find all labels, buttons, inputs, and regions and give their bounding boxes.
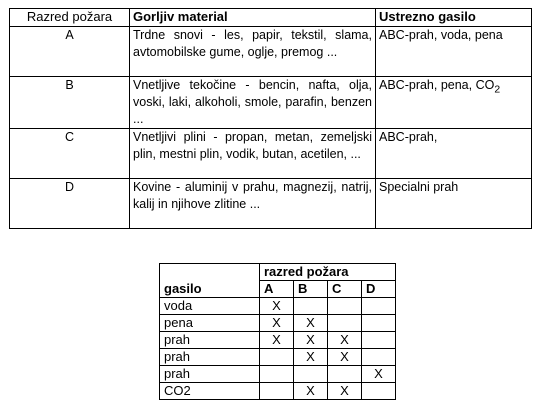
fire-class-table <box>9 8 532 229</box>
mark-cell: X <box>328 332 362 349</box>
mark-cell <box>362 383 396 400</box>
agent-text: ABC-prah, pena, CO <box>379 78 495 92</box>
agent-name-cell: prah <box>160 366 260 383</box>
mark-cell: X <box>260 315 294 332</box>
header-fire-class: Razred požara <box>10 9 130 27</box>
material-cell: Kovine - aluminij v prahu, magnezij, natrij, kalij in njihove zlitine ... <box>130 179 376 229</box>
extinguisher-matrix-table <box>159 263 396 400</box>
mark-cell <box>294 298 328 315</box>
agent-cell <box>376 129 532 179</box>
class-header-B: B <box>294 281 328 298</box>
fire-class-group-header: razred požara <box>260 264 396 281</box>
table-row <box>160 366 396 383</box>
agent-name-cell: prah <box>160 332 260 349</box>
agent-column-header: gasilo <box>160 281 260 298</box>
mark-cell <box>260 349 294 366</box>
agent-name-cell: CO2 <box>160 383 260 400</box>
agent-text: ABC-prah, <box>379 130 438 144</box>
header-agent: Ustrezno gasilo <box>376 9 532 27</box>
mark-cell <box>362 332 396 349</box>
agent-name-cell: prah <box>160 349 260 366</box>
mark-cell: X <box>294 349 328 366</box>
fire-class-cell: C <box>10 129 130 179</box>
mark-cell: X <box>328 383 362 400</box>
mark-cell: X <box>328 349 362 366</box>
agent-cell <box>376 179 532 229</box>
mark-cell <box>328 315 362 332</box>
agent-name-cell: pena <box>160 315 260 332</box>
mark-cell <box>362 349 396 366</box>
mark-cell: X <box>294 332 328 349</box>
agent-cell <box>376 77 532 129</box>
header-material: Gorljiv material <box>130 9 376 27</box>
fire-class-cell: D <box>10 179 130 229</box>
fire-class-cell: A <box>10 27 130 77</box>
fire-table-header-row <box>10 9 532 27</box>
mark-cell: X <box>362 366 396 383</box>
ext-header-row-2 <box>160 281 396 298</box>
mark-cell: X <box>260 298 294 315</box>
ext-header-row-1 <box>160 264 396 281</box>
fire-class-cell: B <box>10 77 130 129</box>
table-row <box>160 332 396 349</box>
table-row <box>160 349 396 366</box>
corner-cell <box>160 264 260 281</box>
mark-cell <box>362 298 396 315</box>
material-cell: Trdne snovi - les, papir, tekstil, slama, avtomobilske gume, oglje, premog ... <box>130 27 376 77</box>
agent-subscript: 2 <box>494 84 501 96</box>
table-row <box>160 383 396 400</box>
agent-text: ABC-prah, voda, pena <box>379 28 503 42</box>
table-row <box>10 179 532 229</box>
table-row <box>10 77 532 129</box>
agent-cell <box>376 27 532 77</box>
mark-cell <box>260 366 294 383</box>
mark-cell: X <box>260 332 294 349</box>
agent-text: Specialni prah <box>379 180 459 194</box>
class-header-A: A <box>260 281 294 298</box>
table-row <box>10 129 532 179</box>
mark-cell: X <box>294 383 328 400</box>
mark-cell <box>260 383 294 400</box>
class-header-C: C <box>328 281 362 298</box>
agent-name-cell: voda <box>160 298 260 315</box>
mark-cell <box>362 315 396 332</box>
mark-cell <box>328 366 362 383</box>
table-row <box>160 298 396 315</box>
material-cell: Vnetljivi plini - propan, metan, zemeljski plin, mestni plin, vodik, butan, acetilen, ... <box>130 129 376 179</box>
table-row <box>160 315 396 332</box>
mark-cell: X <box>294 315 328 332</box>
material-cell: Vnetljive tekočine - bencin, nafta, olja, voski, laki, alkoholi, smole, parafin, benzen ... <box>130 77 376 129</box>
mark-cell <box>328 298 362 315</box>
mark-cell <box>294 366 328 383</box>
table-row <box>10 27 532 77</box>
class-header-D: D <box>362 281 396 298</box>
